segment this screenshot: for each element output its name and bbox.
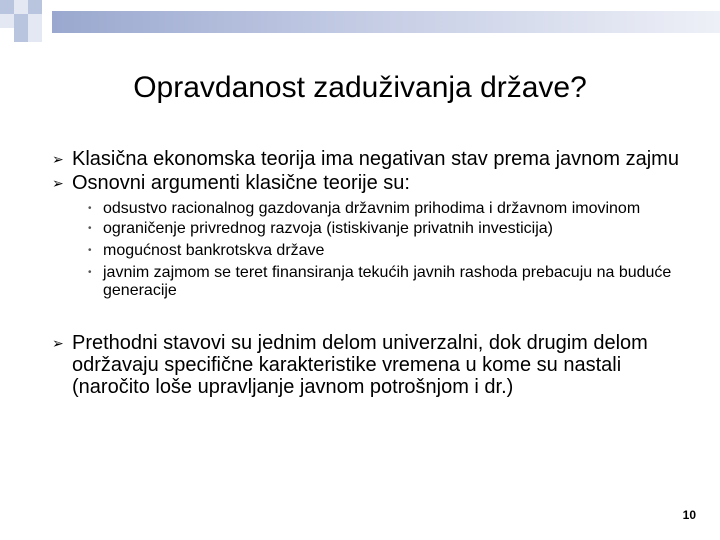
dot-bullet-icon: • — [88, 245, 92, 256]
sub-bullet-item — [52, 264, 692, 300]
arrow-bullet-icon: ➢ — [52, 175, 64, 191]
decor-square — [14, 14, 28, 28]
decor-square — [0, 0, 14, 14]
header-decoration — [0, 0, 720, 50]
bullet-list — [52, 148, 692, 398]
bullet-text: Klasična ekonomska teorija ima negativan stav prema javnom zajmu — [72, 148, 679, 170]
sub-bullet-item — [52, 200, 692, 218]
slide-title: Opravdanost zaduživanja države? — [133, 71, 587, 104]
arrow-bullet-icon: ➢ — [52, 335, 64, 351]
dot-bullet-icon: • — [88, 267, 92, 278]
header-gradient-bar — [52, 11, 720, 33]
bullet-text: Osnovni argumenti klasične teorije su: — [72, 172, 410, 194]
decor-square — [28, 28, 42, 42]
bullet-item — [52, 172, 692, 194]
decor-square — [28, 0, 42, 14]
sub-bullet-text: mogućnost bankrotskva države — [103, 242, 325, 259]
page-number: 10 — [682, 508, 696, 522]
arrow-bullet-icon: ➢ — [52, 151, 64, 167]
sub-bullet-item — [52, 242, 692, 260]
decor-square — [14, 28, 28, 42]
dot-bullet-icon: • — [88, 223, 92, 234]
sub-bullet-item — [52, 220, 692, 238]
bullet-item — [52, 148, 692, 170]
decor-square — [0, 14, 14, 28]
sub-bullet-text: javnim zajmom se teret finansiranja tekućih javnih rashoda prebacuju na buduće generacije — [103, 264, 672, 299]
sub-bullet-text: odsustvo racionalnog gazdovanja državnim prihodima i državnom imovinom — [103, 200, 641, 217]
decor-square — [14, 0, 28, 14]
bullet-item — [52, 332, 692, 398]
dot-bullet-icon: • — [88, 203, 92, 214]
bullet-text: Prethodni stavovi su jednim delom univerzalni, dok drugim delom održavaju specifične karakteristike vremena u kome su nastali (naročito loše upravljanje javnom potrošnjom i dr.) — [72, 332, 648, 398]
sub-bullet-text: ograničenje privrednog razvoja (istiskivanje privatnih investicija) — [103, 220, 553, 237]
decor-square — [28, 14, 42, 28]
